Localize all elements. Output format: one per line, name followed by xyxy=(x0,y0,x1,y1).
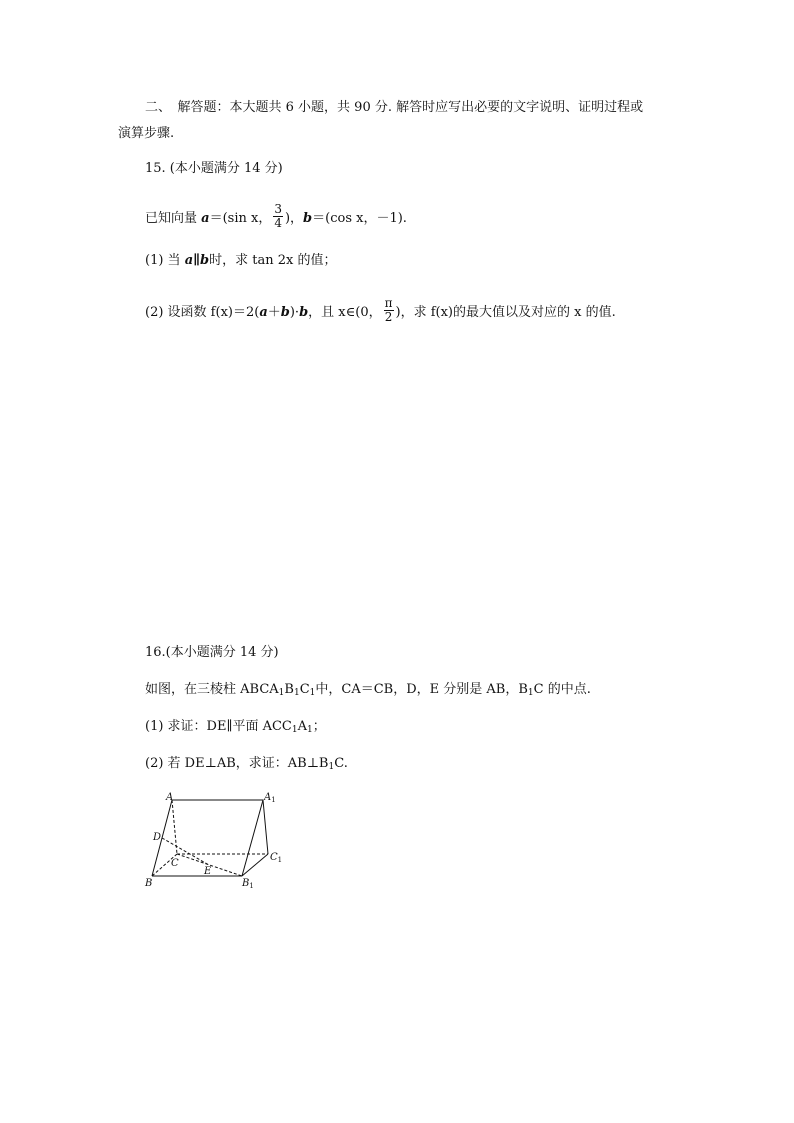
subscript: 1 xyxy=(307,725,313,735)
label-e: E xyxy=(204,866,212,877)
section-heading-text-cont: 演算步骤. xyxy=(118,126,175,141)
section-heading-line2 xyxy=(118,125,174,143)
q16-part1 xyxy=(145,718,326,736)
subscript: 1 xyxy=(328,762,335,772)
subscript: 1 xyxy=(278,688,285,698)
label-c: C xyxy=(171,858,179,869)
edge-c1-b1 xyxy=(242,854,268,876)
fraction-numerator: π xyxy=(384,296,393,310)
section-heading-line1 xyxy=(145,99,643,117)
q15-part1 xyxy=(145,252,336,270)
q16-header-text: 16.(本小题满分 14 分) xyxy=(145,645,279,660)
q16-stmt-part: B xyxy=(284,682,294,697)
label-a1: $A_1$ xyxy=(264,792,276,804)
q16-part1-text: A xyxy=(297,719,308,734)
q16-stmt-part: 如图，在三棱柱 ABCA xyxy=(145,682,279,697)
q16-part2 xyxy=(145,755,348,773)
q16-part2-text: (2) 若 DE⊥AB，求证：AB⊥B xyxy=(145,756,329,771)
q16-part1-text: (1) 求证：DE∥平面 ACC xyxy=(145,719,292,734)
vector-b: b xyxy=(280,305,290,320)
q16-header xyxy=(145,644,279,662)
subscript: 1 xyxy=(309,688,316,698)
q15-given-a-close: )， xyxy=(284,211,304,226)
edge-a1-b1 xyxy=(242,800,263,876)
fraction-three-quarters xyxy=(273,203,283,230)
q15-part2-prefix: (2) 设函数 f(x)＝2( xyxy=(145,305,260,320)
q15-given xyxy=(145,202,407,232)
vector-b: b xyxy=(299,305,309,320)
q15-header-text: 15. (本小题满分 14 分) xyxy=(145,161,283,176)
q16-part2-text: C. xyxy=(334,756,348,771)
fraction-numerator: 3 xyxy=(274,202,282,216)
triangular-prism-diagram xyxy=(142,788,292,893)
q15-part1-prefix: (1) 当 xyxy=(145,253,185,268)
subscript: 1 xyxy=(527,688,534,698)
q15-part1-suffix: 时，求 tan 2x 的值； xyxy=(209,253,337,268)
label-d: D xyxy=(153,832,162,843)
vector-a: a xyxy=(259,305,268,320)
section-heading-text: 二、 解答题：本大题共 6 小题，共 90 分. 解答时应写出必要的文字说明、证明过程或 xyxy=(145,100,644,115)
q15-given-b: ＝(cos x，－1). xyxy=(312,211,407,226)
q16-statement xyxy=(145,681,591,699)
fraction-denominator: 2 xyxy=(384,310,393,324)
q15-given-a-open: ＝(sin x， xyxy=(209,211,272,226)
q16-part1-text: ； xyxy=(312,719,326,734)
fraction-pi-over-two xyxy=(384,297,394,324)
edge-a1-c1 xyxy=(263,800,268,854)
q16-stmt-part: 中，CA＝CB，D，E 分别是 AB，B xyxy=(315,682,528,697)
q15-part2-domain: ，且 x∈(0， xyxy=(308,305,382,320)
q15-part1-condition: a∥b xyxy=(184,253,210,268)
q15-header xyxy=(145,160,283,178)
prism-figure xyxy=(142,788,292,897)
label-a: A xyxy=(166,792,174,803)
subscript: 1 xyxy=(291,725,298,735)
q16-stmt-part: C xyxy=(299,682,310,697)
subscript: 1 xyxy=(293,688,300,698)
q16-stmt-part: C 的中点. xyxy=(533,682,591,697)
q15-part2 xyxy=(145,296,616,326)
label-c1: $C_1$ xyxy=(270,852,283,864)
label-b: B xyxy=(145,878,153,889)
q15-given-prefix: 已知向量 xyxy=(145,211,202,226)
fraction-denominator: 4 xyxy=(274,216,282,230)
vector-b: b xyxy=(303,211,313,226)
vector-a: a xyxy=(201,211,210,226)
plus-sign: ＋ xyxy=(267,305,281,320)
label-b1: $B_1$ xyxy=(242,878,254,890)
q15-part2-suffix: )，求 f(x)的最大值以及对应的 x 的值. xyxy=(395,305,616,320)
dot-product: )· xyxy=(289,305,300,320)
